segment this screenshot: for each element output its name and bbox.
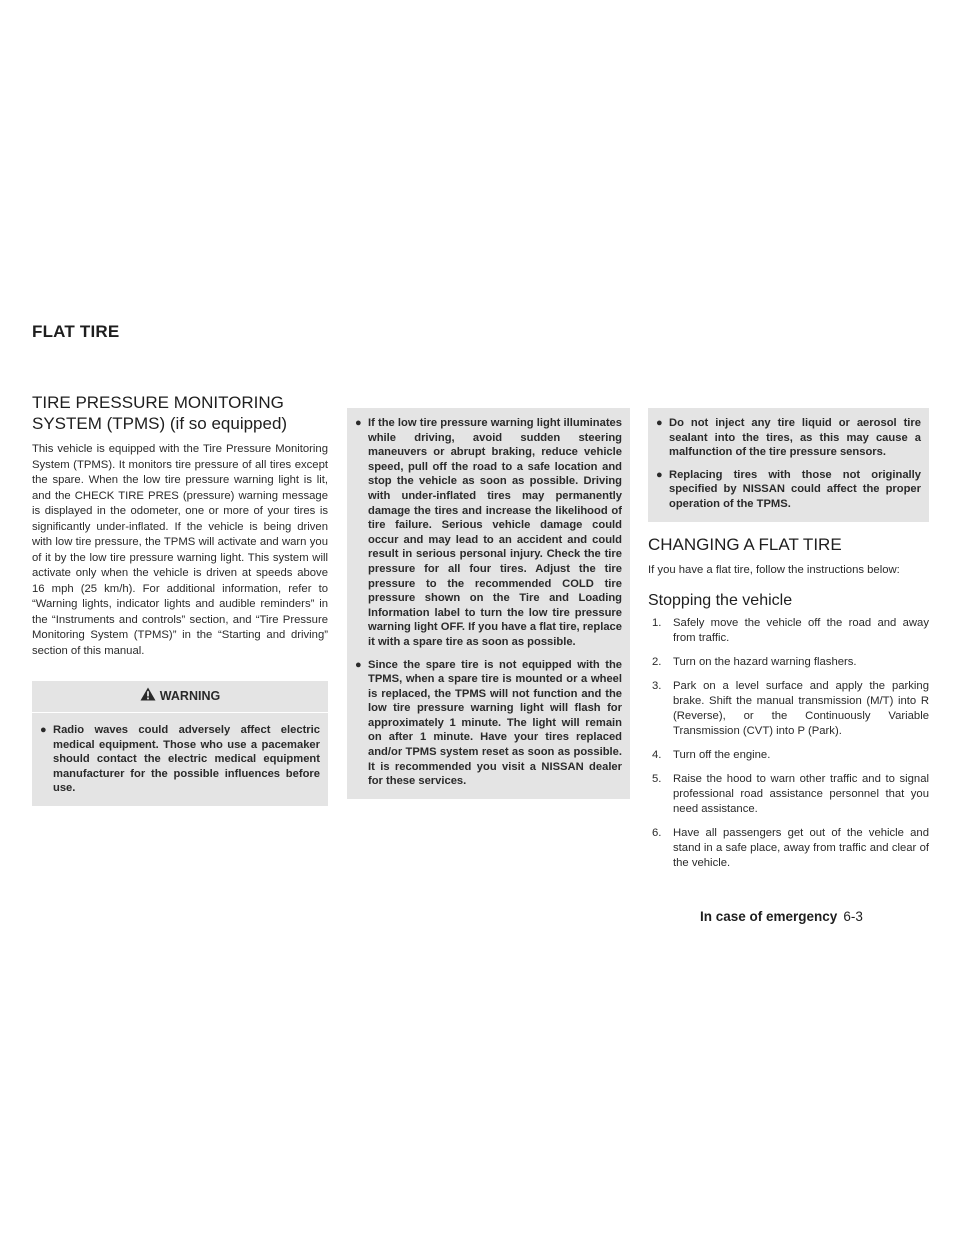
column-2	[347, 408, 630, 799]
warning-triangle-icon	[140, 687, 156, 704]
list-item: 5. Raise the hood to warn other traffic and to signal professional road assistance personnel that you need assistance.	[652, 773, 929, 816]
list-item: 1. Safely move the vehicle off the road and away from traffic.	[652, 617, 929, 645]
warning-bullet: ● Do not inject any tire liquid or aerosol tire sealant into the tires, as this may cause a malfunction of the tire pressure sensors.	[656, 417, 921, 459]
section-title: FLAT TIRE	[32, 322, 120, 341]
list-item: 3. Park on a level surface and apply the parking brake. Shift the manual transmission (M/T) into R (Reverse), or the Continuously Variable Transmission (CVT) into P (Park).	[652, 680, 929, 738]
warning-list-col2	[355, 416, 622, 789]
list-item: 2. Turn on the hazard warning flashers.	[652, 656, 857, 669]
warning-box	[32, 681, 328, 806]
list-item: 6. Have all passengers get out of the vehicle and stand in a safe place, away from traffic and clear of the vehicle.	[652, 827, 929, 870]
tpms-heading: TIRE PRESSURE MONITORING SYSTEM (TPMS) (if so equipped)	[32, 393, 288, 433]
warning-bullet: ● Radio waves could adversely affect electric medical equipment. Those who use a pacemaker should contact the electric medical equipment manufacturer for the possible influences before use.	[40, 724, 320, 795]
stopping-subheading: Stopping the vehicle	[648, 592, 793, 610]
page-footer	[700, 909, 863, 924]
warning-bullet: ● Since the spare tire is not equipped with the TPMS, when a spare tire is mounted or a wheel is replaced, the TPMS will not function and the low tire pressure warning light will flash for approximately 1 minute. The light will remain on after 1 minute. Have your tires replaced and/or TPMS system reset as soon as possible. It is recommended you visit a NISSAN dealer for these services.	[355, 658, 622, 788]
warning-header	[32, 687, 328, 713]
warning-label: WARNING	[159, 688, 221, 703]
warning-list-col1	[40, 723, 320, 796]
list-item: 4. Turn off the engine.	[652, 749, 771, 762]
column-1	[32, 392, 328, 806]
tpms-body: This vehicle is equipped with the Tire Pressure Monitoring System (TPMS). It monitors tire pressure of all tires except the spare. When the low tire pressure warning light is lit, and the CHECK TIRE PRES (pressure) warning message is displayed in the odometer, one or more of your tires is significantly under-inflated. If the vehicle is being driven with low tire pressure, the TPMS will activate and warn you of it by the low tire pressure warning light. This system will activate only when the vehicle is driven at speeds above 16 mph (25 km/h). For additional information, refer to “Warning lights, indicator lights and audible reminders” in the “Instruments and controls” section, and “Tire Pressure Monitoring System (TPMS)” in the “Starting and driving” section of this manual.	[32, 443, 328, 657]
warning-list-col3	[656, 416, 921, 512]
warning-box-continued	[347, 408, 630, 799]
changing-intro: If you have a flat tire, follow the instructions below:	[648, 563, 900, 576]
footer-section-label: In case of emergency	[700, 909, 838, 924]
warning-bullet: ● If the low tire pressure warning light illuminates while driving, avoid sudden steering maneuvers or abrupt braking, reduce vehicle speed, pull off the road to a safe location and stop the vehicle as soon as possible. Driving with under-inflated tires may permanently damage the tires and increase the likelihood of tire failure. Serious vehicle damage could occur and may lead to an accident and could result in serious personal injury. Check the tire pressure for all four tires. Adjust the tire pressure to the recommended COLD tire pressure shown on the Tire and Loading Information label to turn the low tire pressure warning light OFF. If you have a flat tire, replace it with a spare tire as soon as possible.	[355, 417, 622, 648]
column-3	[648, 408, 929, 880]
warning-box-continued	[648, 408, 929, 522]
page-number: 6-3	[843, 909, 863, 924]
warning-bullet: ● Replacing tires with those not originally specified by NISSAN could affect the proper operation of the TPMS.	[656, 468, 921, 510]
steps-list	[648, 616, 929, 871]
changing-heading: CHANGING A FLAT TIRE	[648, 534, 842, 554]
